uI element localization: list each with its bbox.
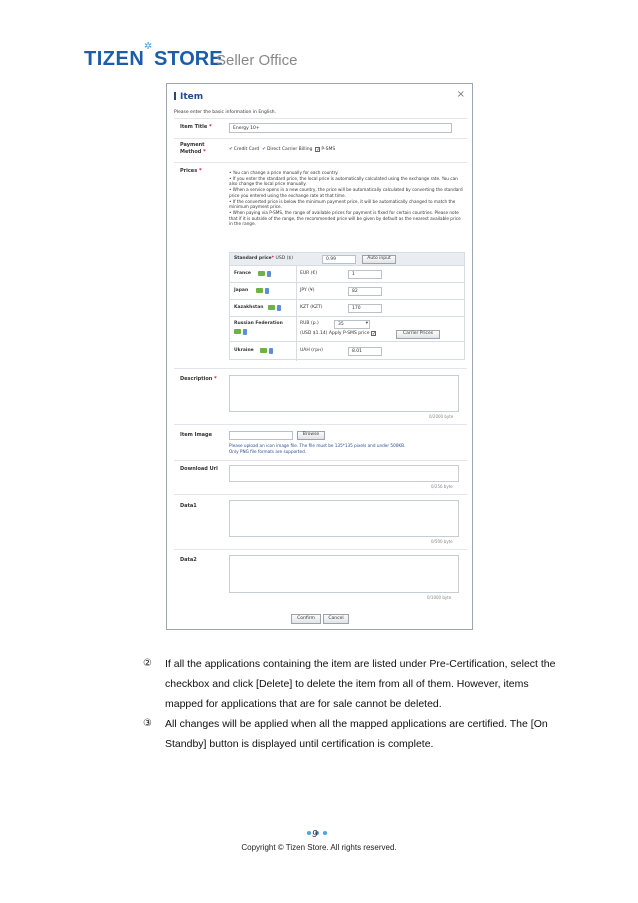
paragraph-3 — [143, 714, 563, 754]
carrier-prices-button[interactable]: Carrier Prices — [396, 330, 440, 339]
prices-notes — [229, 170, 465, 227]
item-image-format-help: Only PNG file formats are supported. — [229, 449, 307, 454]
divider — [174, 424, 467, 425]
checkbox-checked-icon[interactable]: ✓ — [316, 147, 321, 153]
divider — [174, 118, 467, 119]
country-name: Kazakhstan — [234, 305, 264, 310]
p-sms-price-select[interactable]: 35 ▾ — [334, 320, 370, 329]
data1-label: Data1 — [180, 503, 197, 509]
phone-icon — [277, 305, 281, 311]
divider — [174, 549, 467, 550]
circled-number-2: ② — [143, 658, 152, 669]
checkmark-icon: ✔ — [262, 147, 266, 152]
logo-seller-office-text: Seller Office — [216, 52, 298, 69]
payment-method-label: Payment Method * — [180, 142, 206, 155]
logo-tizen-text: TIZEN — [84, 48, 145, 70]
divider — [174, 162, 467, 163]
carrier-billing-icon — [260, 348, 267, 353]
price-row-ukraine — [230, 341, 464, 360]
dialog-title: Item — [174, 92, 203, 102]
price-row-kazakhstan — [230, 299, 464, 316]
currency-label: UAH (грн) — [300, 348, 323, 353]
item-image-file-input[interactable] — [229, 431, 293, 440]
carrier-billing-icon — [268, 305, 275, 310]
currency-label: RUB (p.) — [300, 321, 319, 326]
auto-input-button[interactable]: Auto input — [362, 255, 396, 264]
paragraph-text: If all the applications containing the item are listed under Pre-Certification, select the checkbox and click [Delete] to delete the item from all of them. However, items mapped for applications that are for sale cannot be deleted. — [165, 658, 556, 710]
data2-label: Data2 — [180, 557, 197, 563]
country-name: Japan — [234, 288, 249, 293]
standard-price-row — [230, 253, 464, 265]
country-name: Ukraine — [234, 348, 254, 353]
carrier-billing-icon — [256, 288, 263, 293]
price-note: • When paying via P-SMS, the range of available prices for payment is fixed for certain countries. Please note that if it is outside of the range, the recommended price will be given by default as the nearest available price in the range. — [229, 209, 461, 227]
download-url-byte-counter: 0/256 byte — [431, 484, 453, 489]
credit-card-option[interactable]: ✔Credit Card — [229, 147, 260, 152]
item-title-input[interactable]: Energy 10+ — [229, 123, 452, 133]
currency-label: KZT (KZT) — [300, 305, 323, 310]
data2-textarea[interactable] — [229, 555, 459, 593]
price-input[interactable]: 8.01 — [348, 347, 382, 356]
data2-byte-counter: 0/1000 byte — [427, 595, 452, 600]
price-input[interactable]: 82 — [348, 287, 382, 296]
item-dialog — [166, 83, 473, 630]
divider — [174, 460, 467, 461]
country-name: France — [234, 271, 251, 276]
carrier-billing-icon — [258, 271, 265, 276]
item-title-label: Item Title * — [180, 124, 212, 130]
copyright-text: Copyright © Tizen Store. All rights reserved. — [241, 843, 397, 852]
data1-textarea[interactable] — [229, 500, 459, 537]
logo-store-text: STORE — [154, 48, 223, 70]
description-label: Description * — [180, 376, 217, 382]
checkbox-checked-icon[interactable]: ✓ — [371, 331, 377, 337]
chevron-down-icon: ▾ — [365, 321, 368, 326]
download-url-input[interactable] — [229, 465, 459, 482]
confirm-button[interactable]: Confirm — [291, 614, 321, 624]
item-image-help: Please upload an icon image file. The file must be 135*135 pixels and under 500KB. — [229, 443, 406, 448]
p-sms-option[interactable]: ✓P-SMS — [316, 147, 336, 153]
prices-table — [229, 252, 465, 360]
apply-p-sms-price-label: (USD $1.14) Apply P-SMS price ✓ — [300, 331, 377, 337]
checkmark-icon: ✔ — [229, 147, 233, 152]
cancel-button[interactable]: Cancel — [323, 614, 349, 624]
price-input[interactable]: 1 — [348, 270, 382, 279]
price-note: • You can change a price manually for each country. — [229, 170, 339, 175]
currency-label: JPY (¥) — [300, 288, 315, 293]
item-image-label: Item Image — [180, 432, 213, 438]
phone-icon — [265, 288, 269, 294]
dialog-hint: Please enter the basic information in English. — [174, 110, 277, 115]
phone-icon — [269, 348, 273, 354]
data1-byte-counter: 0/500 byte — [431, 539, 453, 544]
paragraph-2 — [143, 654, 563, 714]
currency-label: EUR (€) — [300, 271, 318, 276]
download-url-label: Download Url — [180, 466, 218, 472]
direct-carrier-billing-option[interactable]: ✔Direct Carrier Billing — [262, 147, 313, 152]
close-icon[interactable]: × — [456, 89, 465, 100]
price-row-russian-federation — [230, 316, 464, 341]
circled-number-3: ③ — [143, 718, 152, 729]
description-textarea[interactable] — [229, 375, 459, 412]
price-note: • When a service opens in a new country, the price will be automatically calculated by converting the standard price you entered using the exchange rate at that time. — [229, 187, 463, 198]
divider — [174, 494, 467, 495]
price-note: • If the converted price is below the minimum payment price, it will be automatically changed to match the minimum payment price. — [229, 198, 456, 210]
standard-price-label: Standard price* USD ($) — [234, 256, 293, 261]
standard-price-input[interactable]: 0.99 — [322, 255, 356, 264]
price-note: • If you enter the standard price, the local price is automatically calculated using the exchange rate. You can also change the local price manually. — [229, 175, 458, 187]
phone-icon — [267, 271, 271, 277]
page-dots-decoration — [307, 820, 331, 839]
carrier-billing-icon — [234, 329, 241, 334]
browse-button[interactable]: Browse — [297, 431, 325, 440]
divider — [174, 368, 467, 369]
page-number: 9 — [312, 829, 318, 840]
prices-label: Prices * — [180, 168, 202, 174]
paragraph-text: All changes will be applied when all the mapped applications are certified. The [On Standby] button is displayed until certification is complete. — [165, 718, 548, 750]
logo-star-icon: ✲ — [144, 41, 153, 52]
price-row-france — [230, 265, 464, 282]
phone-icon — [243, 329, 247, 335]
description-byte-counter: 0/2000 byte — [429, 414, 454, 419]
divider — [174, 138, 467, 139]
price-input[interactable]: 170 — [348, 304, 382, 313]
country-name: Russian Federation — [234, 321, 283, 326]
payment-options — [229, 147, 335, 153]
price-row-japan — [230, 282, 464, 299]
